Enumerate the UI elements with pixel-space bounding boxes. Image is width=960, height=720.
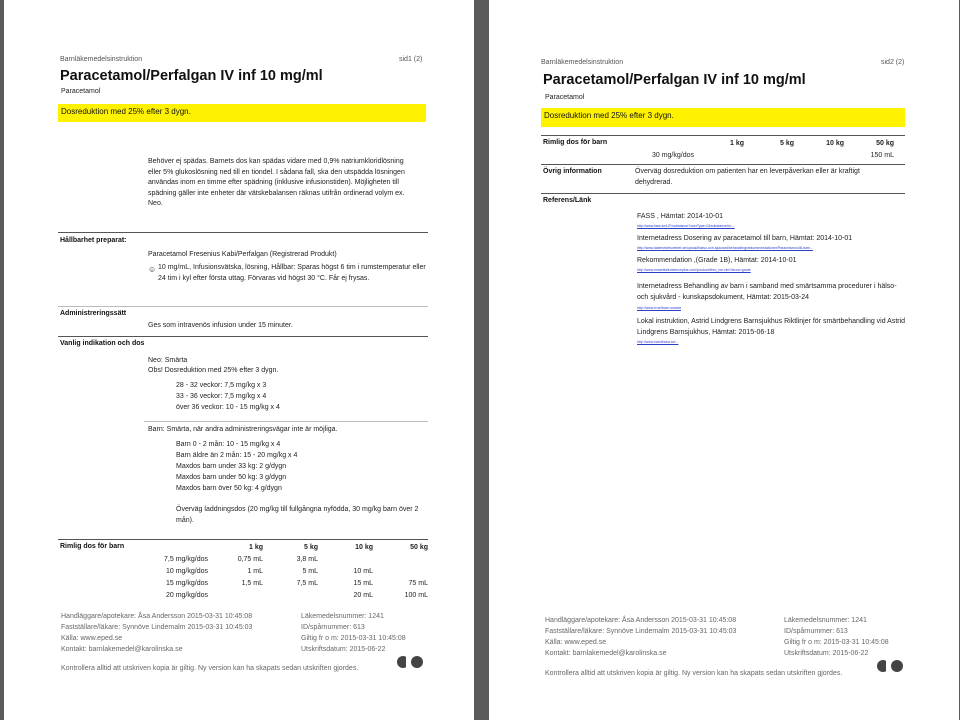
stability-text: 10 mg/mL, Infusionsvätska, lösning, Hållbar: Sparas högst 6 tim i rumstemperatur eller 24 tim i kyl efter första uttag. Förvaras vid högst 30 °C. Får ej frysas. [158,264,426,282]
table-cell: 75 mL [408,579,428,587]
page-number: sid1 (2) [399,56,423,63]
reference-text: FASS , Hämtat: 2014-10-01 [637,213,723,220]
logo-icon [877,659,905,673]
table-cell: 10 mL [353,567,373,575]
page-header-left: Barnläkemedelsinstruktion [60,56,143,63]
footer-valid-from: Giltig fr o m: 2015-03-31 10:45:08 [301,635,406,642]
reference-text: Rekommendation ,(Grade 1B), Hämtat: 2014-10-01 [637,257,797,264]
neo-dose: 33 - 36 veckor: 7,5 mg/kg x 4 [176,393,267,400]
column-header: 5 kg [779,139,794,147]
child-dose: Barn 0 - 2 mån: 10 - 15 mg/kg x 4 [176,441,281,448]
child-dose: Barn äldre än 2 mån: 15 - 20 mg/kg x 4 [176,452,298,459]
column-header: 10 kg [355,543,373,551]
divider [58,232,428,233]
neo-dose: över 36 veckor: 10 - 15 mg/kg x 4 [176,404,280,411]
divider [144,421,428,422]
page-title: Paracetamol/Perfalgan IV inf 10 mg/ml [60,68,323,84]
footer-source: Källa: www.eped.se [545,639,607,646]
table-cell: 30 mg/kg/dos [651,151,694,159]
logo-icon [397,655,425,669]
table-cell [373,553,428,565]
footer-print-date: Utskriftsdatum: 2015-06-22 [784,650,869,657]
reference-label: Referens/Länk [543,197,592,204]
footer-handler: Handläggare/apotekare: Åsa Andersson 2015-03-31 10:45:08 [545,617,737,624]
stability-label: Hållbarhet preparat: [60,237,127,244]
child-dose: Maxdos barn under 33 kg: 2 g/dygn [176,463,287,470]
table-cell [794,149,844,161]
footer-id-number: ID/spårnummer: 613 [301,624,365,631]
page-subtitle: Paracetamol [61,88,101,95]
reference-link[interactable]: http://www.fass.se/LIF/substance?userType=0&substanceId=... [637,224,735,228]
divider [58,539,428,540]
other-info-label: Övrig information [543,168,602,175]
neo-dose: 28 - 32 veckor: 7,5 mg/kg x 3 [176,382,267,389]
reference-text: Lokal instruktion, Astrid Lindgrens Barnsjukhus Riktlinjer för smärtbehandling vid Astrid Lindgrens Barnsjukhus, Hämtat: 2015-06-18 [637,318,906,336]
table-row [144,553,428,565]
column-header: 1 kg [248,543,263,551]
dose-table-label: Rimlig dos för barn [60,543,125,550]
highlight-banner: Dosreduktion med 25% efter 3 dygn. [58,104,426,122]
table-cell: 7,5 mL [296,579,318,587]
table-cell: 7,5 mg/kg/dos [164,555,208,563]
table-cell: 20 mg/kg/dos [165,591,208,599]
table-cell [744,149,794,161]
child-title: Barn: Smärta, när andra administreringsvägar inte är möjliga. [148,426,338,433]
indication-label: Vanlig indikation och dos [60,340,145,347]
footer-approver: Fastställare/läkare: Synnöve Lindemalm 2015-03-31 10:45:03 [61,624,253,631]
footer-print-date: Utskriftsdatum: 2015-06-22 [301,646,386,653]
table-cell: 20 mL [353,591,373,599]
footer-approver: Fastställare/läkare: Synnöve Lindemalm 2015-03-31 10:45:03 [545,628,737,635]
page-number: sid2 (2) [881,59,905,66]
divider [541,193,905,194]
table-cell: 15 mg/kg/dos [165,579,208,587]
footer-valid-from: Giltig fr o m: 2015-03-31 10:45:08 [784,639,889,646]
column-header: 10 kg [826,139,844,147]
admin-label: Administreringssätt [60,310,127,317]
table-cell [208,589,263,601]
table-cell: 150 mL [870,151,894,159]
divider [58,306,428,307]
document-page-2 [489,0,959,720]
table-cell: 0,75 mL [237,555,263,563]
column-header: 1 kg [729,139,744,147]
footer-contact: Kontakt: barnlakemedel@karolinska.se [61,646,183,653]
document-page-1 [4,0,474,720]
stability-product: Paracetamol Fresenius Kabi/Perfalgan (Registrerad Produkt) [148,251,337,258]
table-cell [263,589,318,601]
dose-table [624,137,894,161]
dilution-text: Behöver ej spädas. Barnets dos kan spädas vidare med 0,9% natriumkloridlösning eller 5% glukoslösning ned till en tiondel. I sådana fall, ska den utspädda lösningen användas inom en timme efter spädning (inklusive infusionstiden). Möjligheten till spädning gäller inte enheter där vätskebalansen räknas utifrån ordinerad volym ex. Neo. [148,158,405,207]
table-cell: 3,8 mL [296,555,318,563]
divider [541,135,905,136]
divider [541,164,905,165]
table-cell: 1 mL [247,567,263,575]
table-header-row [144,541,428,553]
footer-drug-number: Läkemedelsnummer: 1241 [784,617,867,624]
table-cell: 1,5 mL [241,579,263,587]
table-header-row [624,137,894,149]
table-cell [694,149,744,161]
child-dose: Maxdos barn under 50 kg: 3 g/dygn [176,474,287,481]
reference-link[interactable]: http://www.essentialevidenceplus.com/product/ebm_loe.cfm?show=grade [637,268,751,272]
neo-note: Obs! Dosreduktion med 25% efter 3 dygn. [148,367,279,374]
smiley-icon: ☺ [148,265,157,274]
table-cell [373,565,428,577]
table-cell: 5 mL [302,567,318,575]
column-header: 50 kg [876,139,894,147]
footer-handler: Handläggare/apotekare: Åsa Andersson 2015-03-31 10:45:08 [61,613,253,620]
column-header: 50 kg [410,543,428,551]
footer-source: Källa: www.eped.se [61,635,123,642]
column-header: 5 kg [303,543,318,551]
highlight-banner: Dosreduktion med 25% efter 3 dygn. [541,108,905,127]
table-cell [318,553,373,565]
child-dose: Maxdos barn över 50 kg: 4 g/dygn [176,485,282,492]
footer-disclaimer: Kontrollera alltid att utskriven kopia är giltig. Ny version kan ha skapats sedan utskriften gjordes. [61,665,359,672]
page-header-left: Barnläkemedelsinstruktion [541,59,624,66]
table-row [144,565,428,577]
footer-disclaimer: Kontrollera alltid att utskriven kopia är giltig. Ny version kan ha skapats sedan utskriften gjordes. [545,670,843,677]
reference-link[interactable]: http://www.karolinska.se/... [637,340,679,344]
neo-title: Neo: Smärta [148,357,188,364]
dose-table-label: Rimlig dos för barn [543,139,608,146]
reference-text: Internetadress Behandling av barn i samband med smärtsamma procedurer i hälso- och sjukvård - kunskapsdokument, Hämtat: 2015-03-24 [637,283,897,301]
table-row [144,589,428,601]
page-title: Paracetamol/Perfalgan IV inf 10 mg/ml [543,72,806,88]
table-row [144,577,428,589]
divider [58,336,428,337]
table-cell: 10 mg/kg/dos [165,567,208,575]
page-subtitle: Paracetamol [545,94,585,101]
dose-table [144,541,428,601]
loading-dose: Överväg laddningsdos (20 mg/kg till fullgångna nyfödda, 30 mg/kg barn över 2 mån). [176,506,419,524]
admin-text: Ges som intravenös infusion under 15 minuter. [148,322,293,329]
reference-text: Internetadress Dosering av paracetamol till barn, Hämtat: 2014-10-01 [637,235,853,242]
table-row [624,149,894,161]
table-cell: 15 mL [353,579,373,587]
footer-contact: Kontakt: barnlakemedel@karolinska.se [545,650,667,657]
reference-link[interactable]: http://www.lakemedelsverket.se/upload/halso-och-sjukvard/behandlingsrekommendationer/Paracetamol-till-barn... [637,246,814,250]
footer-id-number: ID/spårnummer: 613 [784,628,848,635]
table-cell: 100 mL [404,591,428,599]
footer-drug-number: Läkemedelsnummer: 1241 [301,613,384,620]
other-info-text: Överväg dosreduktion om patienten har en leverpåverkan eller är kraftigt dehydrerad. [635,168,860,186]
reference-link[interactable]: http://www.lv.se/barn-smarta [637,306,681,310]
